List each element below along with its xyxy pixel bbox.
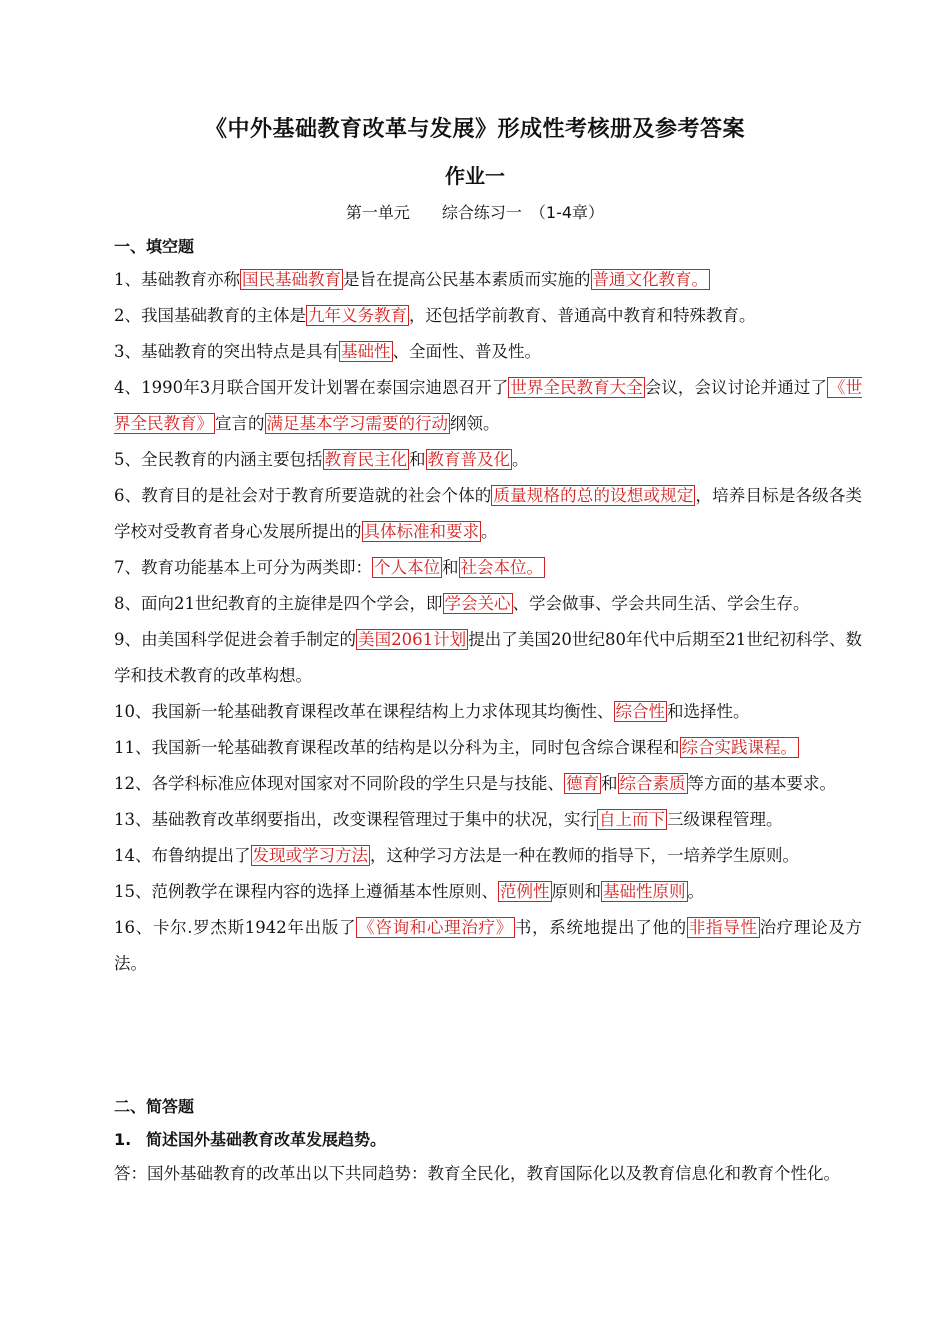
- question-text: 宣言的: [215, 414, 265, 433]
- answer-blank: 综合素质: [619, 774, 686, 793]
- short-answer-question-1: [114, 1127, 386, 1150]
- question-text: 3、基础教育的突出特点是具有: [114, 342, 339, 361]
- question-text: 简述国外基础教育改革发展趋势。: [146, 1130, 387, 1149]
- fill-in-blank-item: [114, 730, 862, 766]
- answer-blank: 《咨询和心理治疗》: [358, 918, 513, 937]
- fill-in-blank-item: [114, 874, 862, 910]
- question-text: 和: [601, 774, 618, 793]
- question-text: 9、由美国科学促进会着手制定的: [114, 630, 357, 649]
- question-text: 和: [442, 558, 459, 577]
- answer-blank: 教育民主化: [324, 450, 407, 469]
- fill-in-blank-item: [114, 442, 862, 478]
- question-text: 7、教育功能基本上可分为两类即：: [114, 558, 372, 577]
- question-text: 11、我国新一轮基础教育课程改革的结构是以分科为主，同时包含综合课程和: [114, 738, 680, 757]
- answer-blank: 基础性: [341, 342, 391, 361]
- assignment-heading: 作业一: [445, 164, 505, 188]
- question-text: 三级课程管理。: [667, 810, 783, 829]
- question-text: 会议，会议讨论并通过了: [644, 378, 827, 397]
- answer-blank: 美国2061计划: [358, 630, 467, 649]
- answer-blank: 个人本位: [374, 558, 440, 577]
- answer-blank: 自上而下: [599, 810, 665, 829]
- answer-blank: 社会本位。: [460, 558, 543, 577]
- question-text: 6、教育目的是社会对于教育所要造就的社会个体的: [114, 486, 492, 505]
- unit-heading: 第一单元 综合练习一 （1-4章）: [345, 203, 605, 222]
- question-text: ，这种学习方法是一种在教师的指导下，一培养学生原则。: [370, 846, 799, 865]
- question-text: 。: [512, 450, 529, 469]
- question-text: 原则和: [551, 882, 601, 901]
- question-number: 1.: [114, 1130, 132, 1149]
- fill-in-blank-list: [114, 262, 862, 982]
- answer-blank: 非指导性: [688, 918, 758, 937]
- answer-blank: 综合性: [615, 702, 665, 721]
- fill-in-blank-item: [114, 586, 862, 622]
- fill-in-blank-item: [114, 550, 862, 586]
- fill-in-blank-item: [114, 838, 862, 874]
- answer-blank: 德育: [566, 774, 599, 793]
- question-text: 、学会做事、学会共同生活、学会生存。: [512, 594, 810, 613]
- question-text: 提出了美国20世纪80年代中后期至21世纪初科学、数学和技术教育的改革构想。: [114, 630, 862, 685]
- question-text: 。: [481, 522, 498, 541]
- question-text: 、全面性、普及性。: [392, 342, 541, 361]
- answer-blank: 综合实践课程。: [681, 738, 797, 757]
- fill-in-blank-item: [114, 370, 862, 442]
- answer-blank: 基础性原则: [603, 882, 686, 901]
- question-text: 治疗理论及方法。: [114, 918, 863, 973]
- question-text: 纲领。: [450, 414, 500, 433]
- answer-blank: 质量规格的总的设想或规定: [493, 486, 694, 505]
- question-text: 4、1990年3月联合国开发计划署在泰国宗迪恩召开了: [114, 378, 509, 397]
- section-fill-in-blank-heading: 一、填空题: [114, 237, 195, 256]
- short-answer-answer-1: 答：国外基础教育的改革出以下共同趋势：教育全民化，教育国际化以及教育信息化和教育个性化。: [114, 1164, 840, 1183]
- fill-in-blank-item: [114, 334, 862, 370]
- question-text: 8、面向21世纪教育的主旋律是四个学会，即: [114, 594, 443, 613]
- question-text: 12、各学科标准应体现对国家对不同阶段的学生只是与技能、: [114, 774, 564, 793]
- fill-in-blank-item: [114, 262, 862, 298]
- document-title: 《中外基础教育改革与发展》形成性考核册及参考答案: [204, 117, 745, 142]
- fill-in-blank-item: [114, 694, 862, 730]
- question-text: 5、全民教育的内涵主要包括: [114, 450, 323, 469]
- answer-blank: 世界全民教育大全: [510, 378, 643, 397]
- answer-blank: 《世界全民教育》: [114, 378, 862, 433]
- question-text: 和: [409, 450, 426, 469]
- answer-blank: 发现或学习方法: [252, 846, 368, 865]
- answer-blank: 范例性: [500, 882, 550, 901]
- question-text: 10、我国新一轮基础教育课程改革在课程结构上力求体现其均衡性、: [114, 702, 614, 721]
- question-text: 等方面的基本要求。: [687, 774, 836, 793]
- answer-blank: 普通文化教育。: [592, 270, 708, 289]
- answer-blank: 九年义务教育: [308, 306, 407, 325]
- question-text: 14、布鲁纳提出了: [114, 846, 251, 865]
- fill-in-blank-item: [114, 910, 862, 982]
- question-text: 和选择性。: [667, 702, 750, 721]
- question-text: 16、卡尔.罗杰斯1942年出版了: [114, 918, 357, 937]
- question-text: 1、基础教育亦称: [114, 270, 240, 289]
- question-text: 是旨在提高公民基本素质而实施的: [343, 270, 591, 289]
- answer-blank: 教育普及化: [427, 450, 510, 469]
- question-text: ，培养目标是各级各类学校对受教育者身心发展所提出的: [114, 486, 863, 541]
- question-text: 15、范例教学在课程内容的选择上遵循基本性原则、: [114, 882, 498, 901]
- answer-blank: 满足基本学习需要的行动: [266, 414, 448, 433]
- section-short-answer-heading: 二、简答题: [114, 1097, 195, 1116]
- answer-blank: 学会关心: [444, 594, 511, 613]
- question-text: 13、基础教育改革纲要指出，改变课程管理过于集中的状况，实行: [114, 810, 597, 829]
- fill-in-blank-item: [114, 622, 862, 694]
- question-text: 。: [687, 882, 704, 901]
- fill-in-blank-item: [114, 766, 862, 802]
- question-text: ，还包括学前教育、普通高中教育和特殊教育。: [409, 306, 756, 325]
- answer-blank: 具体标准和要求: [363, 522, 479, 541]
- question-text: 书，系统地提出了他的: [514, 918, 687, 937]
- question-text: 2、我国基础教育的主体是: [114, 306, 306, 325]
- answer-blank: 国民基础教育: [242, 270, 341, 289]
- fill-in-blank-item: [114, 298, 862, 334]
- fill-in-blank-item: [114, 802, 862, 838]
- fill-in-blank-item: [114, 478, 862, 550]
